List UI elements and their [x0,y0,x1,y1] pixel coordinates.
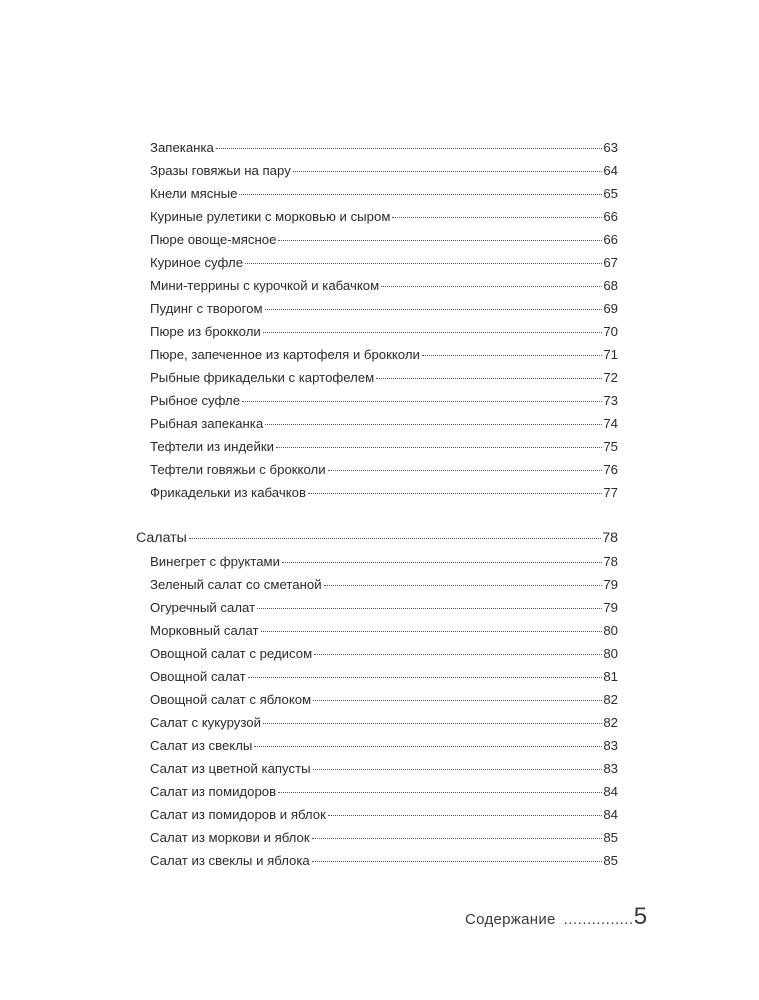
dot-leader [245,249,602,264]
toc-entry-title: Куриное суфле [150,255,244,270]
dot-leader [254,732,602,747]
dot-leader [261,617,603,632]
toc-entry[interactable] [150,367,618,385]
dot-leader [263,709,602,724]
toc-entry-page: 68 [603,278,618,293]
toc-entry-page: 80 [603,623,618,638]
dot-leader [381,272,602,287]
toc-entry[interactable] [150,781,618,799]
toc-entry-page: 65 [603,186,618,201]
toc-entry[interactable] [150,712,618,730]
toc-entry-title: Мини-террины с курочкой и кабачком [150,278,380,293]
toc-entry-title: Рыбная запеканка [150,416,264,431]
toc-entry-page: 64 [603,163,618,178]
footer-label: Содержание [465,911,556,928]
dot-leader [328,456,603,471]
toc-entry-page: 73 [603,393,618,408]
toc-entry-title: Пюре овоще-мясное [150,232,277,247]
toc-entry-page: 80 [603,646,618,661]
toc-entry[interactable] [150,183,618,201]
toc-entry-title: Овощной салат с яблоком [150,692,312,707]
toc-entry-page: 74 [603,416,618,431]
toc-entry-page: 79 [603,577,618,592]
toc-section-salads[interactable] [136,527,618,545]
toc-entry-title: Тефтели из индейки [150,439,274,454]
toc-entry[interactable] [150,827,618,845]
toc-entry-page: 83 [603,738,618,753]
dot-leader [265,410,602,425]
dot-leader [263,318,603,333]
toc-entry[interactable] [150,137,618,155]
toc-entry-title: Салат из моркови и яблок [150,830,310,845]
toc-entry[interactable] [150,298,618,316]
toc-entry-page: 77 [603,485,618,500]
dot-leader [314,640,602,655]
toc-entry[interactable] [150,551,618,569]
toc-entry-title: Запеканка [150,140,214,155]
dot-leader [312,847,603,862]
toc-entry-page: 72 [603,370,618,385]
toc-entry-title: Зеленый салат со сметаной [150,577,322,592]
dot-leader [376,364,602,379]
toc-entry[interactable] [150,758,618,776]
toc-entry-title: Куриные рулетики с морковью и сыром [150,209,391,224]
toc-entry[interactable] [150,344,618,362]
toc-entry-page: 82 [603,715,618,730]
toc-entry[interactable] [150,574,618,592]
toc-entry-title: Салат с кукурузой [150,715,261,730]
toc-entry[interactable] [150,436,618,454]
toc-entry[interactable] [150,321,618,339]
toc-entry-title: Салат из помидоров [150,784,277,799]
toc-section-page: 78 [602,530,618,546]
toc-entry[interactable] [150,459,618,477]
dot-leader [308,479,602,494]
toc-entry-page: 66 [603,209,618,224]
toc-entry-page: 85 [603,830,618,845]
toc-entry[interactable] [150,390,618,408]
dot-leader [328,801,602,816]
dot-leader [265,295,603,310]
toc-entry-title: Пюре, запеченное из картофеля и брокколи [150,347,420,362]
toc-entry-title: Кнели мясные [150,186,238,201]
toc-entry-page: 69 [603,301,618,316]
toc-entry[interactable] [150,643,618,661]
toc-entry[interactable] [150,275,618,293]
toc-entry-page: 70 [603,324,618,339]
toc-entry-title: Огуречный салат [150,600,256,615]
dot-leader [216,134,602,149]
toc-entry-title: Овощной салат [150,669,246,684]
toc-entry[interactable] [150,482,618,500]
dot-leader [313,755,603,770]
toc-entry[interactable] [150,252,618,270]
toc-entry-title: Фрикадельки из кабачков [150,485,306,500]
toc-entry-title: Овощной салат с редисом [150,646,313,661]
toc-entry-page: 79 [603,600,618,615]
toc-entry-title: Салат из свеклы [150,738,253,753]
toc-entry[interactable] [150,850,618,868]
toc-entry-title: Салат из свеклы и яблока [150,853,310,868]
toc-entry[interactable] [150,689,618,707]
toc-entry[interactable] [150,229,618,247]
dot-leader [242,387,602,402]
toc-entry-title: Рыбное суфле [150,393,241,408]
footer-dot-leader: ............... [563,911,634,928]
toc-entry[interactable] [150,413,618,431]
toc-entry-title: Винегрет с фруктами [150,554,280,569]
dot-leader [293,157,603,172]
toc-entry-page: 63 [603,140,618,155]
page-number: 5 [633,903,648,930]
dot-leader [422,341,602,356]
toc-entry-title: Салат из цветной капусты [150,761,311,776]
toc-entry-page: 71 [603,347,618,362]
toc-entry-page: 83 [603,761,618,776]
toc-entry[interactable] [150,620,618,638]
toc-entry[interactable] [150,666,618,684]
dot-leader [257,594,602,609]
toc-entry-title: Пюре из брокколи [150,324,261,339]
dot-leader [278,226,602,241]
toc-entry-page: 82 [603,692,618,707]
page-footer [465,905,655,929]
toc-entry-page: 84 [603,784,618,799]
toc-section-title: Салаты [136,530,187,546]
toc-entry-title: Салат из помидоров и яблок [150,807,326,822]
toc-entry-page: 81 [603,669,618,684]
toc-entry[interactable] [150,597,618,615]
toc-entry[interactable] [150,735,618,753]
toc-entry-page: 75 [603,439,618,454]
toc-entry-page: 84 [603,807,618,822]
toc-entry-page: 67 [603,255,618,270]
dot-leader [324,571,603,586]
dot-leader [239,180,602,195]
toc-entry-title: Тефтели говяжьи с брокколи [150,462,326,477]
toc-entry-title: Морковный салат [150,623,259,638]
dot-leader [312,824,603,839]
dot-leader [278,778,602,793]
toc-entry[interactable] [150,804,618,822]
toc-entry[interactable] [150,206,618,224]
dot-leader [282,548,602,563]
toc-entry-page: 76 [603,462,618,477]
dot-leader [313,686,602,701]
dot-leader [248,663,603,678]
toc-entry-page: 85 [603,853,618,868]
toc-entry-title: Пудинг с творогом [150,301,263,316]
toc-entry-page: 78 [603,554,618,569]
toc-entry-page: 66 [603,232,618,247]
toc-entry-title: Зразы говяжьи на пару [150,163,291,178]
toc-entry-title: Рыбные фрикадельки с картофелем [150,370,375,385]
dot-leader [189,524,601,539]
toc-entry[interactable] [150,160,618,178]
dot-leader [392,203,602,218]
dot-leader [276,433,602,448]
